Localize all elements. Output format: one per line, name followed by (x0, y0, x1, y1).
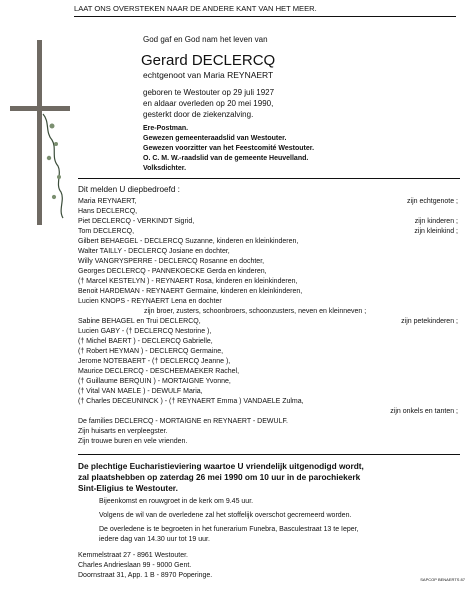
died-line: en aldaar overleden op 20 mei 1990, (143, 99, 274, 108)
mourner-line (78, 368, 458, 377)
sacrament-line: gesterkt door de ziekenzalving. (143, 110, 254, 119)
mourner-name: († Charles DECEUNINCK ) - († REYNAERT Emma ) VANDAELE Zulma, (78, 398, 304, 405)
mourners-intro: Dit melden U diepbedroefd : (78, 185, 180, 194)
mourner-name: Willy VANGRYSPERRE - DECLERCQ Rosanne en dochter, (78, 258, 265, 265)
mourner-relation: zijn onkels en tanten ; (390, 408, 458, 415)
mourner-name: Zijn trouwe buren en vele vrienden. (78, 438, 188, 445)
mourner-name: Sabine BEHAGEL en Trui DECLERCQ, (78, 318, 201, 325)
service-line: zal plaatshebben op zaterdag 26 mei 1990 om 10 uur in de parochiekerk (78, 472, 361, 482)
mourner-line (78, 398, 458, 407)
service-line: De plechtige Eucharistieviering waartoe U vriendelijk uitgenodigd wordt, (78, 461, 364, 471)
mourner-name: Lucien GABY - († DECLERCQ Nestorine ), (78, 328, 212, 335)
mourner-name: Maria REYNAERT, (78, 198, 137, 205)
mourner-name: De families DECLERCQ - MORTAIGNE en REYNAERT - DEWULF. (78, 418, 288, 425)
address-line: Charles Andrieslaan 99 - 9000 Gent. (78, 562, 192, 569)
mourner-line (78, 358, 458, 367)
mourner-line (78, 328, 458, 337)
mourner-name: († Robert HEYMAN ) - DECLERCQ Germaine, (78, 348, 224, 355)
born-line: geboren te Westouter op 29 juli 1927 (143, 88, 275, 97)
mourner-name: Jerome NOTEBAERT - († DECLERCQ Jeanne ), (78, 358, 231, 365)
title-line: Ere-Postman. (143, 125, 189, 132)
mourner-line (78, 278, 458, 287)
mourner-line (78, 418, 458, 427)
service-note: De overledene is te begroeten in het funerarium Funebra, Basculestraat 13 te Ieper, (99, 526, 359, 533)
mourner-name: Georges DECLERCQ - PANNEKOECKE Gerda en kinderen, (78, 268, 267, 275)
mourner-name: Zijn huisarts en verpleegster. (78, 428, 168, 435)
mourner-relation: zijn kinderen ; (414, 218, 458, 225)
title-line: Volksdichter. (143, 165, 187, 172)
mourner-line (78, 378, 458, 387)
mourner-line (78, 258, 458, 267)
mourner-line (78, 198, 458, 207)
mourner-line (78, 238, 458, 247)
service-rule (78, 454, 460, 455)
cross-icon (10, 40, 70, 225)
mourner-name: († Vital VAN MAELE ) - DEWULF Maria, (78, 388, 203, 395)
mourner-name: Piet DECLERCQ - VERKINDT Sigrid, (78, 218, 195, 225)
deceased-name: Gerard DECLERCQ (141, 52, 276, 69)
mourner-name: († Guillaume BERQUIN ) - MORTAIGNE Yvonne, (78, 378, 231, 385)
mourner-line (78, 338, 458, 347)
mourner-line (78, 318, 458, 327)
mourner-line (78, 208, 458, 217)
mourner-name: Lucien KNOPS - REYNAERT Lena en dochter (78, 298, 222, 305)
mourner-line (78, 408, 458, 417)
mourner-line (78, 298, 458, 307)
header-instruction: LAAT ONS OVERSTEKEN NAAR DE ANDERE KANT VAN HET MEER. (74, 4, 317, 13)
mourner-name: († Marcel KESTELYN ) - REYNAERT Rosa, kinderen en kleinkinderen, (78, 278, 298, 285)
mourner-line (78, 268, 458, 277)
mourner-name: Gilbert BEHAEGEL - DECLERCQ Suzanne, kinderen en kleinkinderen, (78, 238, 299, 245)
mourner-line (78, 288, 458, 297)
mourner-name: zijn broer, zusters, schoonbroers, schoonzusters, neven en kleinneven ; (144, 308, 367, 315)
mourner-name: Walter TAILLY - DECLERCQ Josiane en dochter, (78, 248, 230, 255)
mourner-line (78, 438, 458, 447)
service-note: iedere dag van 14.30 uur tot 19 uur. (99, 536, 210, 543)
mourner-line (78, 348, 458, 357)
address-line: Kemmelstraat 27 - 8961 Westouter. (78, 552, 188, 559)
mourner-line (78, 218, 458, 227)
title-line: Gewezen voorzitter van het Feestcomité Westouter. (143, 145, 315, 152)
mourner-name: († Michel BAERT ) - DECLERCQ Gabrielle, (78, 338, 213, 345)
mourner-name: Tom DECLERCQ, (78, 228, 135, 235)
address-line: Doornstraat 31, App. 1 B - 8970 Poperinge. (78, 572, 213, 579)
mourner-line (78, 388, 458, 397)
mourner-name: Benoit HARDEMAN - REYNAERT Germaine, kinderen en kleinkinderen, (78, 288, 303, 295)
header-intro: God gaf en God nam het leven van (143, 35, 268, 44)
mourner-name: Hans DECLERCQ, (78, 208, 138, 215)
mourner-relation: zijn kleinkind ; (414, 228, 458, 235)
service-line: Sint-Eligius te Westouter. (78, 483, 178, 493)
mourner-line (78, 228, 458, 237)
top-rule (74, 16, 456, 17)
mourner-line (78, 248, 458, 257)
service-note: Volgens de wil van de overledene zal het stoffelijk overschot gecremeerd worden. (99, 512, 352, 519)
title-line: Gewezen gemeenteraadslid van Westouter. (143, 135, 287, 142)
mourner-name: Maurice DECLERCQ - DESCHEEMAEKER Rachel, (78, 368, 240, 375)
service-note: Bijeenkomst en rouwgroet in de kerk om 9.45 uur. (99, 498, 254, 505)
spouse-line: echtgenoot van Maria REYNAERT (143, 70, 274, 80)
section-rule (78, 178, 460, 179)
title-line: O. C. M. W.-raadslid van de gemeente Heuvelland. (143, 155, 309, 162)
mourner-relation: zijn petekinderen ; (401, 318, 458, 325)
mourner-line (78, 308, 458, 317)
mourner-line (78, 428, 458, 437)
printer-mark: SAPCOP BENAERTS 87 (420, 577, 465, 582)
mourner-relation: zijn echtgenote ; (407, 198, 458, 205)
